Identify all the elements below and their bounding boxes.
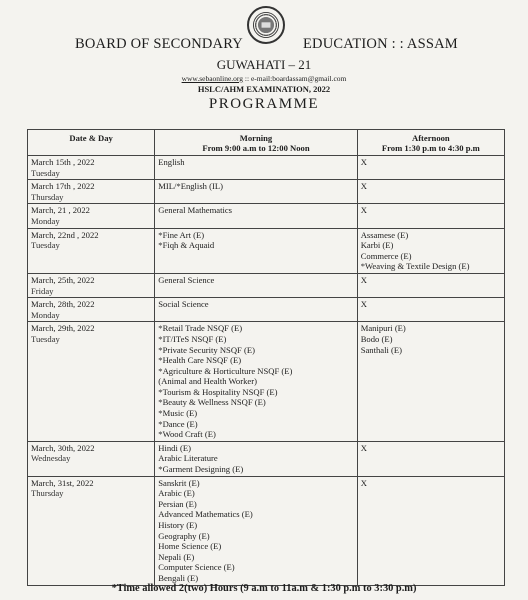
morning-subjects-cell [155,273,357,297]
city-line: GUWAHATI – 21 [216,57,312,72]
header-morning-label: Morning [239,133,273,143]
subject-entry: Santhali (E) [360,344,402,355]
subject-entry: Karbi (E) [360,240,394,251]
subject-entry: Social Science [158,299,209,310]
exam-day: Tuesday [31,167,60,178]
morning-subjects-cell [155,322,357,442]
subject-entry: *Dance (E) [158,418,198,429]
subject-entry: Hindi (E) [158,442,191,453]
subject-entry: (Animal and Health Worker) [158,376,257,387]
exam-day: Tuesday [31,240,60,251]
board-name-right: EDUCATION : : ASSAM [303,36,458,52]
exam-day: Friday [31,285,54,296]
subject-entry: *Garment Designing (E) [158,464,244,475]
table-header-row [28,130,505,156]
date-day-cell [28,156,155,180]
header-afternoon-time: From 1:30 p.m to 4:30 p.m [381,143,480,153]
afternoon-subjects-cell [357,298,504,322]
subject-entry: History (E) [158,520,198,530]
table-row [28,441,505,476]
date-day-cell [28,273,155,297]
table-row [28,273,505,297]
board-name-left: BOARD OF SECONDARY [75,36,243,52]
subject-entry: Assamese (E) [360,229,409,240]
subject-entry: Nepali (E) [158,551,195,562]
subject-entry: X [360,477,367,488]
email-text: :: e-mail:boardassam@gmail.com [244,74,347,83]
subject-entry: *Retail Trade NSQF (E) [158,323,243,334]
subject-entry: *Fiqh & Aquaid [158,240,215,251]
morning-subjects-cell [155,156,357,180]
date-day-cell [28,298,155,322]
exam-date: March 15th , 2022 [31,157,95,167]
afternoon-subjects-cell [357,476,504,585]
morning-subjects-cell [155,180,357,204]
subject-entry: Arabic Literature [158,453,218,464]
exam-date: March, 22nd , 2022 [31,229,99,240]
exam-day: Tuesday [31,333,60,344]
website-link[interactable]: www.sebaonline.org [181,74,244,83]
header-morning-time: From 9:00 a.m to 12:00 Noon [202,143,310,153]
afternoon-subjects-cell [357,228,504,273]
morning-subjects-cell [155,476,357,585]
subject-entry: Arabic (E) [158,488,195,499]
subject-entry: X [360,274,367,285]
date-day-cell [28,476,155,585]
date-day-cell [28,322,155,442]
subject-entry: Persian (E) [158,498,197,509]
afternoon-subjects-cell [357,322,504,442]
afternoon-subjects-cell [357,156,504,180]
subject-entry: X [360,181,367,192]
subject-entry: *Health Care NSQF (E) [158,355,242,366]
exam-day: Monday [31,309,60,320]
subject-entry: Home Science (E) [158,541,222,552]
subject-entry: English [158,157,185,167]
subject-entry: Geography (E) [158,530,210,541]
subject-entry: X [360,442,367,453]
date-day-cell [28,180,155,204]
subject-entry: X [360,299,367,310]
subject-entry: *Private Security NSQF (E) [158,344,255,355]
morning-subjects-cell [155,298,357,322]
exam-day: Thursday [31,191,64,202]
morning-subjects-cell [155,228,357,273]
subject-entry: *IT/ITeS NSQF (E) [158,333,227,344]
table-row [28,228,505,273]
afternoon-subjects-cell [357,273,504,297]
subject-entry: General Mathematics [158,205,232,216]
exam-date: March 17th , 2022 [31,181,95,192]
exam-date: March, 25th, 2022 [31,274,95,285]
date-day-cell [28,228,155,273]
exam-day: Wednesday [31,453,71,464]
date-day-cell [28,441,155,476]
subject-entry: X [360,157,367,167]
exam-date: March, 30th, 2022 [31,442,95,453]
subject-entry: Computer Science (E) [158,562,235,573]
seal-emblem-icon [249,8,283,42]
morning-subjects-cell [155,441,357,476]
subject-entry: *Beauty & Wellness NSQF (E) [158,397,266,408]
afternoon-subjects-cell [357,180,504,204]
afternoon-subjects-cell [357,441,504,476]
exam-date: March, 31st, 2022 [31,477,94,488]
table-row [28,298,505,322]
subject-entry: *Tourism & Hospitality NSQF (E) [158,386,278,397]
exam-date: March, 29th, 2022 [31,323,95,334]
table-row [28,476,505,585]
contact-line [0,74,528,83]
subject-entry: *Wood Craft (E) [158,429,216,440]
subject-entry: Bengali (E) [158,572,199,583]
table-row [28,322,505,442]
table-row [28,180,505,204]
subject-entry: Bodo (E) [360,333,393,344]
subject-entry: Sanskrit (E) [158,477,200,488]
exam-title: HSLC/AHM EXAMINATION, 2022 [197,84,331,94]
subject-entry: *Agriculture & Horticulture NSQF (E) [158,365,293,376]
subject-entry: *Music (E) [158,408,198,419]
subject-entry: X [360,205,367,216]
subject-entry: Manipuri (E) [360,323,406,334]
programme-title: PROGRAMME [208,96,320,112]
subject-entry: General Science [158,274,215,285]
subject-entry: MIL/*English (IL) [158,181,223,192]
table-row [28,204,505,228]
table-row [28,156,505,180]
time-allowed-note: *Time allowed 2(two) Hours (9 a.m to 11a.m & 1:30 p.m to 3:30 p.m) [111,583,417,594]
subject-entry: Advanced Mathematics (E) [158,509,253,520]
header-afternoon [357,130,504,156]
exam-day: Monday [31,215,60,226]
morning-subjects-cell [155,204,357,228]
exam-date: March, 21 , 2022 [31,205,90,216]
board-seal-logo [247,6,285,44]
exam-day: Thursday [31,488,64,499]
exam-date: March, 28th, 2022 [31,299,95,310]
subject-entry: *Fine Art (E) [158,229,205,240]
exam-schedule-table [27,129,505,586]
date-day-cell [28,204,155,228]
header-date-day: Date & Day [28,130,155,156]
afternoon-subjects-cell [357,204,504,228]
header-afternoon-label: Afternoon [411,133,450,143]
subject-entry: *Weaving & Textile Design (E) [360,261,470,272]
subject-entry: Commerce (E) [360,250,412,261]
header-morning [155,130,357,156]
